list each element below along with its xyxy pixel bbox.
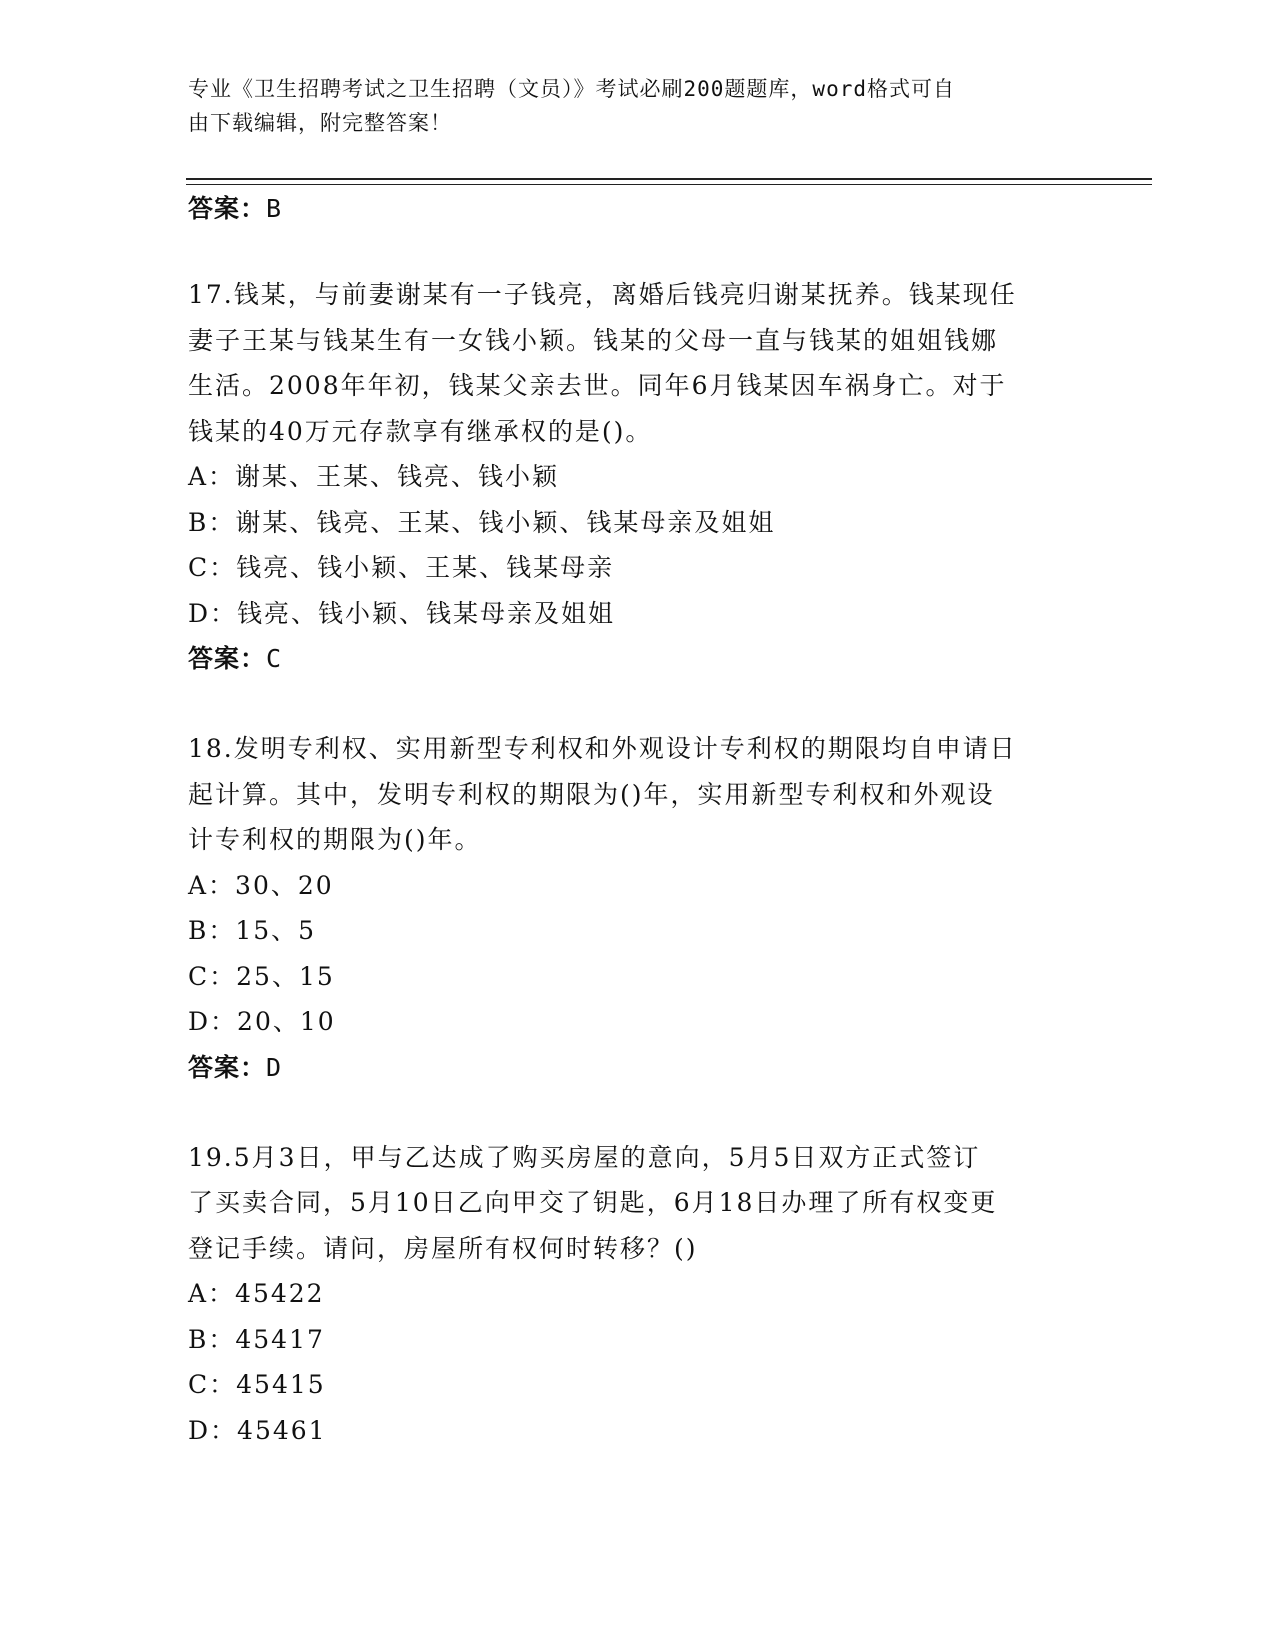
option-b: B：15、5 [188,916,317,945]
option-a: A：谢某、王某、钱亮、钱小颖 [188,462,560,491]
previous-answer [188,186,1088,232]
answer-label: 答案： [188,644,267,673]
question-17 [188,272,1088,682]
stem-line: 了买卖合同，5月10日乙向甲交了钥匙，6月18日办理了所有权变更 [188,1188,998,1217]
stem-line: 计专利权的期限为()年。 [188,825,482,854]
stem-line: 妻子王某与钱某生有一女钱小颖。钱某的父母一直与钱某的姐姐钱娜 [188,325,999,355]
option-a: A：45422 [188,1279,325,1308]
stem-line: 登记手续。请问，房屋所有权何时转移？() [188,1233,698,1263]
question-18 [188,726,1088,1091]
option-d: D：45461 [188,1415,327,1445]
stem-line: 17.钱某，与前妻谢某有一子钱亮，离婚后钱亮归谢某抚养。钱某现任 [188,280,1017,309]
stem-line: 起计算。其中，发明专利权的期限为()年，实用新型专利权和外观设 [188,779,995,809]
answer-value: B [266,194,283,223]
option-c: C：45415 [188,1370,326,1399]
option-b: B：45417 [188,1324,325,1354]
question-stem [188,726,1088,863]
option-c: C：25、15 [188,961,335,991]
question-stem [188,272,1088,454]
stem-line: 18.发明专利权、实用新型专利权和外观设计专利权的期限均自申请日 [188,734,1017,763]
option-c: C：钱亮、钱小颖、王某、钱某母亲 [188,553,615,582]
header-rule-thin [186,184,1152,185]
stem-line: 生活。2008年年初，钱某父亲去世。同年6月钱某因车祸身亡。对于 [188,371,1007,400]
header-line-1: 专业《卫生招聘考试之卫生招聘（文员）》考试必刷200题题库，word格式可自 [188,77,955,101]
option-a: A：30、20 [188,870,334,900]
stem-line: 钱某的40万元存款享有继承权的是()。 [188,416,653,446]
question-stem [188,1135,1088,1272]
option-d: D：钱亮、钱小颖、钱某母亲及姐姐 [188,598,616,628]
option-d: D：20、10 [188,1007,336,1036]
answer-value: D [266,1052,283,1082]
page-header [188,72,1068,140]
question-answer [188,1045,1088,1091]
stem-line: 19.5月3日，甲与乙达成了购买房屋的意向，5月5日双方正式签订 [188,1142,981,1172]
answer-label: 答案： [188,1052,267,1082]
header-rule-thick [186,178,1152,180]
option-b: B：谢某、钱亮、王某、钱小颖、钱某母亲及姐姐 [188,507,776,537]
answer-label: 答案： [188,194,267,223]
question-19 [188,1135,1088,1454]
header-line-2: 由下载编辑，附完整答案！ [188,111,452,135]
question-answer [188,636,1088,682]
question-list [188,186,1088,1453]
answer-value: C [266,644,283,673]
